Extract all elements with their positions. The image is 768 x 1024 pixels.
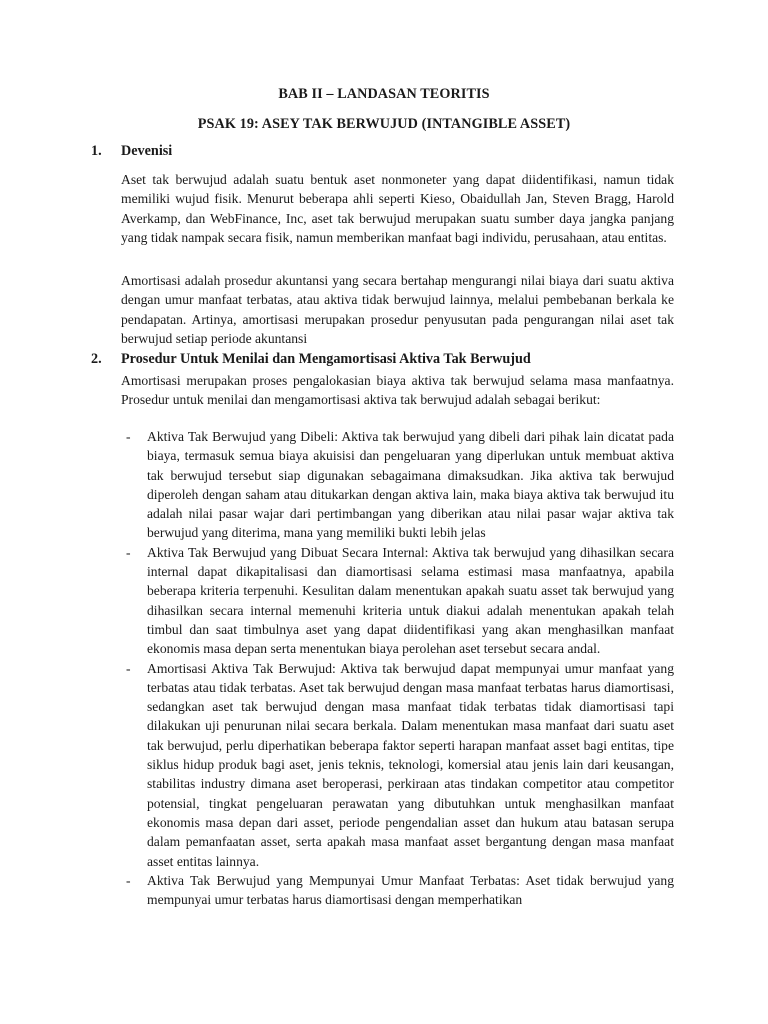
paragraph-definition-amortization: Amortisasi adalah prosedur akuntansi yang secara bertahap mengurangi nilai biaya dari suatu aktiva dengan umur manfaat terbatas, atau aktiva tidak berwujud lainnya, melalui pembebanan berkala ke pendapatan. Artinya, amortisasi merupakan prosedur penyusutan pada pengurangan nilai aset tak berwujud setiap periode akuntansi [121, 273, 674, 347]
list-item [121, 543, 674, 659]
list-item [121, 427, 674, 543]
list-dash: - [126, 429, 131, 444]
section-heading-text: Prosedur Untuk Menilai dan Mengamortisasi Aktiva Tak Berwujud [121, 351, 531, 367]
list-dash: - [126, 544, 131, 560]
paragraph-definition-asset: Aset tak berwujud adalah suatu bentuk aset nonmoneter yang dapat diidentifikasi, namun tidak memiliki wujud fisik. Menurut beberapa ahli seperti Kieso, Obaidullah Jan, Steven Bragg, Harold Averkamp, dan WebFinance, Inc, aset tak berwujud merupakan suatu sumber daya jangka panjang yang tidak nampak secara fisik, namun memberikan manfaat bagi individu, perusahaan, atau entitas. [121, 172, 674, 246]
chapter-title: BAB II – LANDASAN TEORITIS [278, 86, 490, 102]
procedure-list [121, 427, 674, 909]
list-dash: - [126, 872, 131, 888]
list-item-text: Aktiva Tak Berwujud yang Mempunyai Umur Manfaat Terbatas: Aset tidak berwujud yang mempunyai umur terbatas harus diamortisasi dengan memperhatikan [147, 872, 674, 908]
list-dash: - [126, 660, 131, 676]
list-item [121, 871, 674, 910]
list-item [121, 659, 674, 871]
document-subtitle: PSAK 19: ASEY TAK BERWUJUD (INTANGIBLE ASSET) [197, 116, 571, 132]
list-item-text: Aktiva Tak Berwujud yang Dibuat Secara Internal: Aktiva tak berwujud yang dihasilkan secara internal dapat dikapitalisasi dan diamortisasi selama estimasi masa manfaatnya, apabila beberapa kriteria terpenuhi. Kesulitan dalam menentukan apakah suatu asset tak berwujud yang dihasilkan secara internal memenuhi kriteria untuk diakui adalah menentukan apakah telah timbul dan saat timbulnya aset yang dapat diidentifikasi yang akan menghasilkan manfaat ekonomis masa depan serta menentukan biaya perolehan aset tersebut secara andal. [147, 544, 674, 657]
list-item-text: Aktiva Tak Berwujud yang Dibeli: Aktiva tak berwujud yang dibeli dari pihak lain dicatat pada biaya, termasuk semua biaya akuisisi dan pengeluaran yang diperlukan untuk membuat aktiva tak berwujud tersebut siap digunakan sebagaimana dimaksudkan. Jika aktiva tak berwujud diperoleh dengan saham atau ditukarkan dengan aktiva lain, maka biaya aktiva tak berwujud itu adalah nilai pasar wajar dari pertimbangan yang diberikan atau nilai pasar wajar aktiva tak berwujud yang diterima, mana yang memiliki bukti lebih jelas [147, 429, 674, 541]
list-item-text: Amortisasi Aktiva Tak Berwujud: Aktiva tak berwujud dapat mempunyai umur manfaat yang terbatas atau tidak terbatas. Aset tak berwujud dengan masa manfaat terbatas harus diamortisasi, sedangkan aset tak berwujud dengan masa manfaat tidak terbatas tidak diamortisasi tapi dilakukan uji penurunan nilai secara berkala. Dalam menentukan masa manfaat dari suatu aset tak berwujud, perlu diperhatikan beberapa faktor seperti harapan manfaat asset bagi entitas, tipe siklus hidup produk bagi aset, jenis teknis, teknologi, komersial atau jenis lain dari keusangan, stabilitas industry dimana aset beroperasi, perkiraan atas tindakan competitor atau competitor potensial, tingkat pengeluaran perawatan yang dibutuhkan untuk menghasilkan manfaat ekonomis masa depan dari asset, periode pengendalian asset dan hukum atau batasan serupa dalam pemanfaatan asset, serta apakah masa manfaat asset bergantung dengan masa manfaat asset entitas lainnya. [147, 660, 674, 869]
section-number: 1. [91, 143, 102, 159]
section-number: 2. [91, 351, 102, 367]
paragraph-procedure-intro: Amortisasi merupakan proses pengalokasian biaya aktiva tak berwujud selama masa manfaatnya. Prosedur untuk menilai dan mengamortisasi aktiva tak berwujud adalah sebagai berikut: [121, 373, 674, 408]
section-heading-text: Devenisi [121, 143, 173, 159]
